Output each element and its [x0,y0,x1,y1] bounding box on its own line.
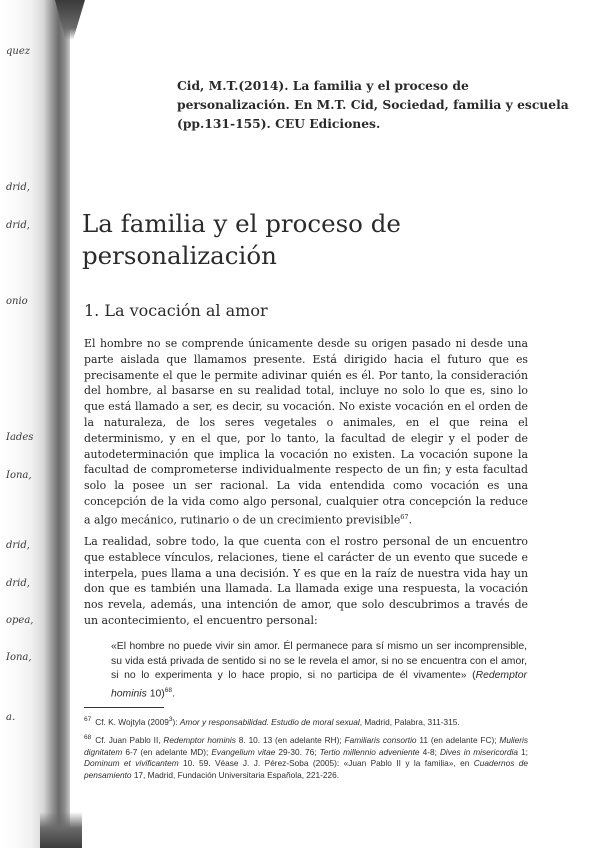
body-paragraph: La realidad, sobre todo, la que cuenta con el rostro personal de un encuentro que establece vínculos, relaciones, tiene el carácter de un evento que sucede e interpela, pues llama a una decisión. Y es que en la raíz de nuestra vida hay un don que es también una llamada. La llamada exige una respuesta, la vocación nos revela, además, una intención de amor, que solo descubrimos a través de un acontecimiento, el encuentro personal: [84,535,528,627]
footnote-text: ): [172,716,180,727]
footnote-title: Mulieris dignitatem [84,735,529,757]
footnote-reference[interactable]: 68 [164,686,172,694]
footnote-text: 11 (en adelante FC); [416,735,500,746]
margin-fragment: Iona, [6,652,32,663]
quote-source: Redemptor hominis [111,670,527,699]
footnote-divider [84,707,164,708]
footnote [84,732,528,781]
margin-fragment: drid, [6,220,30,231]
footnote-text: 17, Madrid, Fundación Universitaria Española, 221-226. [131,769,340,780]
margin-fragment: quez [6,46,31,57]
footnote-text: 8. 10. 13 (en adelante RH); [235,735,345,746]
footnote-mark: 67 [84,716,92,723]
footnote-title: Familiaris consortio [344,735,417,746]
footnote-title: Evangelium vitae [211,746,276,757]
block-quote: «El hombre no puede vivir sin amor. Él permanece para sí mismo un ser incomprensible, su vida está privada de sentido si no se le revela el amor, si no se encuentra con el amor, si no lo experimenta y lo hace propio, si no participa de él vivamente» (Redemptor hominis 10)$^{68}$. [111,641,527,699]
margin-fragment: a. [6,712,16,723]
footnote-title: Redemptor hominis [163,735,236,746]
margin-fragment: drid, [6,182,30,193]
quote-source-number: 10) [146,687,165,699]
margin-fragment: drid, [6,578,30,589]
footnote-text: Cf. Juan Pablo II, [95,735,164,746]
edition-number: 3 [168,716,173,723]
margin-fragment: drid, [6,540,30,551]
footnote-author: Cf. K. Wojtyla (2009 [95,716,169,727]
footnote-text: 1; [518,746,528,757]
margin-fragment: opea, [6,615,34,626]
footnote-text: , Madrid, Palabra, 311-315. [359,716,460,727]
footnote-title: Cuadernos de pensamiento [84,758,528,780]
footnotes [84,714,528,785]
section-title: 1. La vocación al amor [84,301,268,320]
margin-fragment: Iades [6,432,34,443]
footnote-text: 29-30. 76; [275,746,320,757]
chapter-title: La familia y el proceso de personalización [82,209,401,270]
footnote-reference[interactable]: 67 [400,512,409,521]
binding-shadow-bottom [40,812,82,848]
footnote-title: Dominum et vivificantem [84,758,179,769]
margin-fragment: onio [6,296,28,307]
footnote-mark: 68 [84,734,92,742]
paragraph-text: El hombre no se comprende únicamente desde su origen pasado ni desde una parte aislada que llamamos presente. Está dirigido hacia el futuro que es precisamente el que le permite adivinar quién es él. Por tanto, la consideración del hombre, al basarse en su realidad total, incluye no solo lo que es, sino lo que está llamado a ser, es decir, su vocación. No existe vocación en el orden de la naturaleza, de los seres vegetales o animales, en el que reina el determinismo, y en el que, por lo tanto, la facultad de elegir y el poder de autodeterminación que implica la vocación no existen. La vocación supone la facultad de comprometerse individualmente respecto de un fin; y esta facultad solo la posee un ser racional. La vida entendida como vocación es una concepción de la vida como algo personal, cualquier otra concepción la reduce a algo mecánico, rutinario o de un crecimiento previsible [84,337,528,527]
margin-fragment: Iona, [6,470,32,481]
footnote-title: Amor y responsabilidad. Estudio de moral sexual [179,716,360,727]
footnote-text: 10. 59. Véase J. J. Pérez-Soba (2005): «Juan Pablo II y la familia», en [178,758,474,769]
footnote-title: Tertio millennio adveniente [319,746,420,757]
citation-header: Cid, M.T.(2014). La familia y el proceso de personalización. En M.T. Cid, Sociedad, familia y escuela (pp.131-155). CEU Ediciones. [177,78,569,131]
footnote-text: 6-7 (en adelante MD); [122,746,212,757]
quote-text: «El hombre no puede vivir sin amor. Él permanece para sí mismo un ser incomprensible, su vida está privada de sentido si no se le revela el amor, si no se encuentra con el amor, si no lo experimenta y lo hace propio, si no participa de él vivamente» ( [111,641,527,681]
footnote [84,714,528,728]
body-paragraph: El hombre no se comprende únicamente desde su origen pasado ni desde una parte aislada que llamamos presente. Está dirigido hacia el futuro que es precisamente el que le permite adivinar quién es él. Por tanto, la consideración del hombre, al basarse en su realidad total, incluye no solo lo que es, sino lo que está llamado a ser, es decir, su vocación. No existe vocación en el orden de la naturaleza, de los seres vegetales o animales, en el que reina el determinismo, y en el que, por lo tanto, la facultad de elegir y el poder de autodeterminación que implica la vocación no existen. La vocación supone la facultad de comprometerse individualmente respecto de un fin; y esta facultad solo la posee un ser racional. La vida entendida como vocación es una concepción de la vida como algo personal, cualquier otra concepción la reduce a algo mecánico, rutinario o de un crecimiento previsible$^{67}$. [84,337,528,527]
footnote-text: 4-8; [419,746,440,757]
footnote-title: Dives in misericordia [439,746,518,757]
